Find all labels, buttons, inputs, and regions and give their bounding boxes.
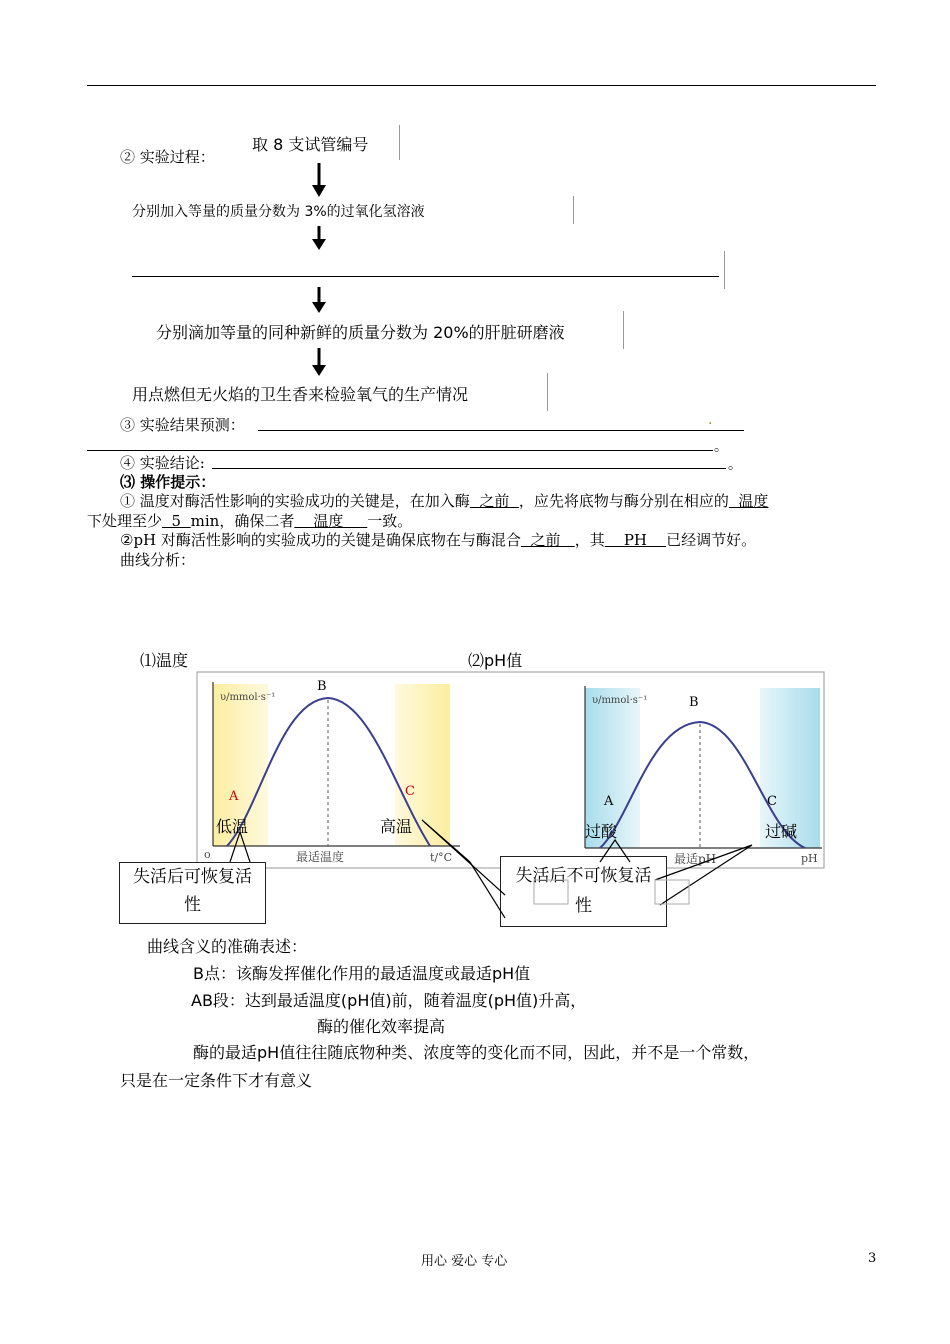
step-4: 分别滴加等量的同种新鲜的质量分数为 20%的肝脏研磨液 (156, 323, 565, 342)
conclusion-end: 。 (728, 457, 742, 473)
chart2-xlabel: 最适pH (674, 852, 717, 866)
step-5: 用点燃但无火焰的卫生香来检验氧气的生产情况 (132, 385, 469, 404)
meaning-ab-line-2: 酶的催化效率提高 (317, 1017, 446, 1036)
chart2-point-c: C (767, 794, 777, 809)
chart1-xlabel: 最适温度 (296, 850, 345, 864)
chart1-point-a: A (229, 789, 239, 804)
tip-1-blank-2: 温度 (728, 492, 769, 510)
tips-title: ⑶ 操作提示： (120, 473, 216, 491)
chart2-point-a: A (604, 794, 614, 809)
prediction-label: ③ 实验结果预测： (120, 416, 245, 434)
chart1-xend: t/°C (430, 851, 453, 864)
curve-analysis-label: 曲线分析： (120, 551, 196, 569)
callout-irreversible-line-1: 失活后不可恢复活 (515, 866, 652, 886)
meaning-b-point: B点：该酶发挥催化作用的最适温度或最适pH值 (193, 964, 531, 983)
chart2-base-label: 过碱 (765, 822, 798, 841)
meaning-title: 曲线含义的准确表述： (147, 937, 308, 956)
tip-2-text-a: ②pH 对酶活性影响的实验成功的关键是确保底物在与酶混合 (120, 531, 521, 549)
process-label: ② 实验过程： (120, 148, 215, 166)
conclusion-label: ④ 实验结论: (120, 454, 205, 472)
callout-irreversible-line-2: 性 (575, 896, 592, 916)
prediction-end: 。 (714, 439, 728, 455)
footer-center: 用心 爱心 专心 (421, 1254, 508, 1269)
callout-reversible-line-2: 性 (184, 895, 201, 915)
tip-1-text-b: ，应先将底物与酶分别在相应的 (518, 492, 729, 510)
figure-title-ph: ⑵pH值 (468, 651, 523, 670)
tip-2-text-b: ，其 (574, 531, 605, 549)
prediction-dot: . (708, 412, 713, 428)
chart1-point-b: B (317, 679, 327, 694)
tip-2-blank-1: 之前 (520, 531, 575, 549)
figure-title-temperature: ⑴温度 (140, 651, 189, 670)
tip-1-text-d: min，确保二者 (190, 512, 295, 530)
tip-1-text-a: ① 温度对酶活性影响的实验成功的关键是，在加入酶 (120, 492, 470, 510)
chart1-point-c: C (405, 784, 415, 799)
chart2-point-b: B (689, 695, 699, 710)
step-1: 取 8 支试管编号 (252, 135, 369, 154)
meaning-note-line-2: 只是在一定条件下才有意义 (120, 1071, 313, 1090)
chart1-origin: o (204, 848, 211, 861)
tip-1-blank-3: 5 (162, 512, 191, 530)
meaning-ab-line-1: AB段：达到最适温度(pH值)前，随着温度(pH值)升高， (191, 991, 587, 1010)
chart1-high-label: 高温 (380, 817, 413, 836)
chart2-ylabel: υ/mmol·s⁻¹ (592, 695, 648, 706)
tip-1-blank-4: 温度 (294, 512, 368, 530)
chart1-low-label: 低温 (216, 817, 249, 836)
tip-1-text-e: 一致。 (367, 512, 413, 530)
tip-1-blank-1: 之前 (469, 492, 519, 510)
chart1-ylabel: υ/mmol·s⁻¹ (220, 692, 276, 703)
callout-reversible-line-1: 失活后可恢复活 (133, 867, 252, 887)
tip-2-text-c: 已经调节好。 (666, 531, 757, 549)
step-2: 分别加入等量的质量分数为 3%的过氧化氢溶液 (132, 204, 425, 220)
chart2-xend: pH (801, 852, 818, 865)
tip-2-blank-2: PH (604, 531, 667, 549)
meaning-note-line-1: 酶的最适pH值往往随底物种类、浓度等的变化而不同，因此，并不是一个常数， (193, 1043, 760, 1062)
chart2-acid-label: 过酸 (585, 822, 618, 841)
tip-1-text-c: 下处理至少 (87, 512, 163, 530)
page-number: 3 (868, 1251, 877, 1266)
